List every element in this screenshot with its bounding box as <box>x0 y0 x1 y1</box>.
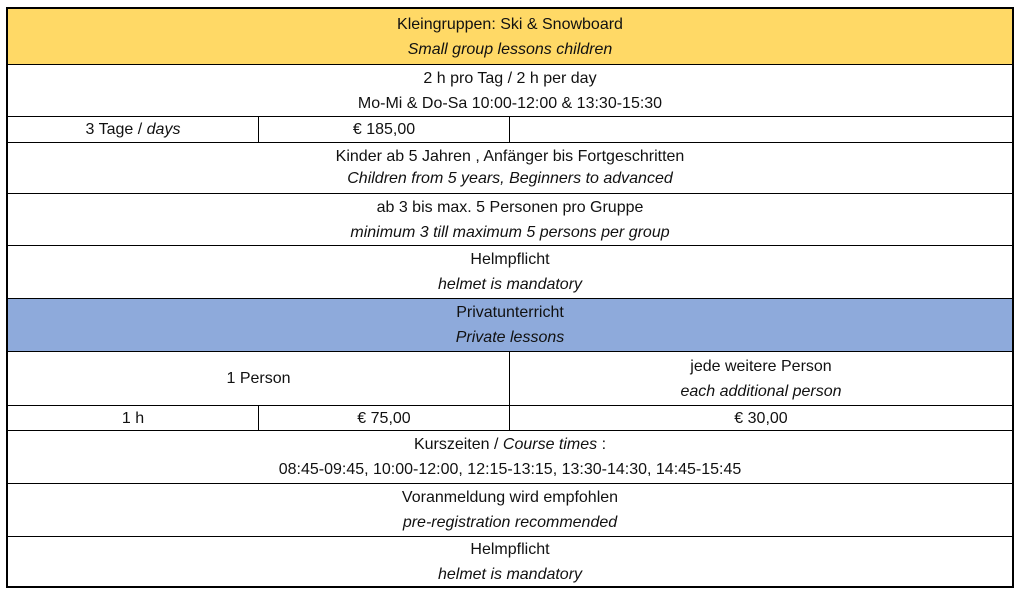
group-price-row <box>8 117 1012 143</box>
group-audience-row <box>8 143 1012 194</box>
private-times-label-de: Kurszeiten / <box>413 436 499 453</box>
group-size-en: minimum 3 till maximum 5 persons per group <box>350 223 670 241</box>
group-header-title: Kleingruppen: Ski & Snowboard <box>397 15 623 33</box>
private-duration-cell <box>8 406 259 430</box>
pricing-table <box>6 7 1014 588</box>
private-helmet-en: helmet is mandatory <box>437 565 583 583</box>
group-schedule-line1: 2 h pro Tag / 2 h per day <box>423 69 597 87</box>
private-times-label-en: Course times <box>502 436 598 453</box>
group-header-row <box>8 9 1012 65</box>
private-persons-row <box>8 352 1012 406</box>
group-extra-cell <box>510 117 1012 142</box>
private-additional-en: each additional person <box>680 382 842 400</box>
group-helmet-en: helmet is mandatory <box>437 276 583 293</box>
group-size-cell <box>8 194 1012 245</box>
group-days-label <box>86 117 181 142</box>
private-price-cell <box>259 406 510 430</box>
private-helmet-row <box>8 537 1012 586</box>
private-additional-price-cell <box>510 406 1012 430</box>
private-times-row <box>8 431 1012 484</box>
group-days-en: days <box>146 121 181 138</box>
group-helmet-de: Helmpflicht <box>470 251 550 268</box>
private-one-person: 1 Person <box>226 370 291 387</box>
group-audience-en: Children from 5 years, Beginners to advanced <box>347 170 673 187</box>
private-times-colon: : <box>601 436 607 453</box>
private-registration-en: pre-registration recommended <box>402 514 618 531</box>
private-header-subtitle: Private lessons <box>455 329 565 346</box>
private-helmet-de: Helmpflicht <box>470 540 550 558</box>
private-times-list: 08:45-09:45, 10:00-12:00, 12:15-13:15, 13:30-14:30, 14:45-15:45 <box>278 461 742 478</box>
private-price-row <box>8 406 1012 431</box>
group-price-value: € 185,00 <box>352 121 416 138</box>
private-price: € 75,00 <box>357 409 411 427</box>
private-registration-de: Voranmeldung wird empfohlen <box>401 489 619 506</box>
group-size-de: ab 3 bis max. 5 Personen pro Gruppe <box>376 198 644 216</box>
private-registration-cell <box>8 484 1012 536</box>
private-times-cell <box>8 431 1012 483</box>
group-helmet-cell <box>8 246 1012 298</box>
group-price-cell <box>259 117 510 142</box>
group-schedule-line2: Mo-Mi & Do-Sa 10:00-12:00 & 13:30-15:30 <box>357 94 663 112</box>
private-one-person-cell <box>8 352 510 405</box>
group-audience-de: Kinder ab 5 Jahren , Anfänger bis Fortgeschritten <box>335 148 685 165</box>
group-schedule-cell <box>8 65 1012 116</box>
private-duration: 1 h <box>121 409 145 427</box>
private-registration-row <box>8 484 1012 537</box>
private-header-title: Privatunterricht <box>456 304 564 321</box>
group-header-subtitle: Small group lessons children <box>407 40 613 58</box>
group-helmet-row <box>8 246 1012 299</box>
group-audience-cell <box>8 143 1012 193</box>
private-additional-price: € 30,00 <box>734 409 788 427</box>
private-header-cell <box>8 299 1012 351</box>
group-header-cell <box>8 9 1012 64</box>
group-days-de: 3 Tage / <box>85 121 143 138</box>
group-schedule-row <box>8 65 1012 117</box>
private-additional-de: jede weitere Person <box>690 357 832 375</box>
private-helmet-cell <box>8 537 1012 586</box>
group-size-row <box>8 194 1012 246</box>
group-days-cell <box>8 117 259 142</box>
private-additional-cell <box>510 352 1012 405</box>
private-header-row <box>8 299 1012 352</box>
private-times-label <box>414 432 606 457</box>
